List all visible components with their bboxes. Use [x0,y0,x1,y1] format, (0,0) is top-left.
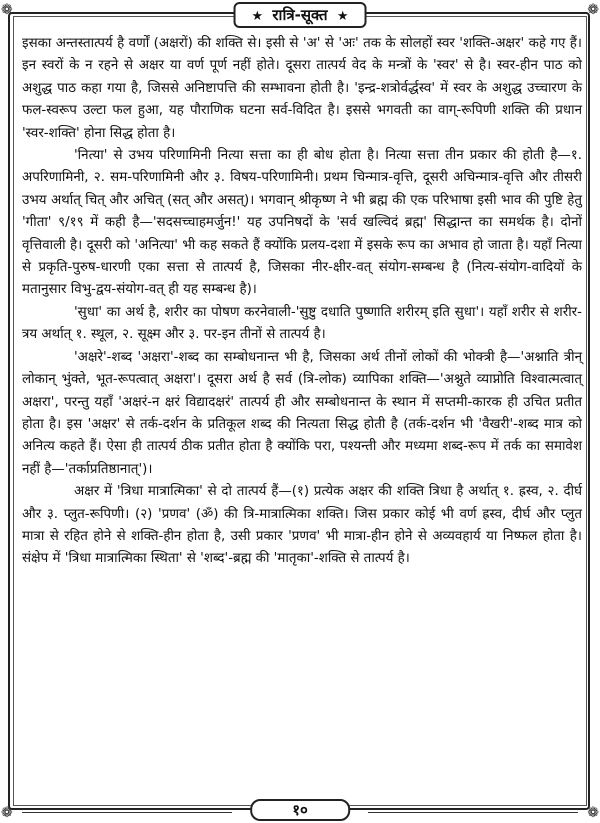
running-header [234,2,367,28]
paragraph-1: इसका अन्तस्तात्पर्य है वर्णों (अक्षरों) की शक्ति से। इसी से 'अ' से 'अः' तक के सोलहों स्वर 'शक्ति-अक्षर' कहे गए हैं। इन स्वरों के न रहने से अक्षर या वर्ण पूर्ण नहीं होते। दूसरा तात्पर्य वेद के मन्त्रों के 'स्वर' से है। स्वर-हीन पाठ को अशुद्ध पाठ कहा गया है, जिससे अनिष्टापत्ति की सम्भावना होती है। 'इन्द्र-शत्रोर्वर्द्धस्व' में स्वर के अशुद्ध उच्चारण के फल-स्वरूप उल्टा फल हुआ, यह पौराणिक घटना सर्व-विदित है। इससे भगवती का वाग्-रूपिणी शक्ति की प्रधान 'स्वर-शक्ति' होना सिद्ध होता है। [22,36,582,141]
paragraph-4: 'अक्षरे'-शब्द 'अक्षरा'-शब्द का सम्बोधनान्त भी है, जिसका अर्थ तीनों लोकों की भोक्त्री है—'अश्नाति त्रीन् लोकान् भुंक्ते, भूत-रूपत्वात् अक्षरा'। दूसरा अर्थ है सर्व (त्रि-लोक) व्यापिका शक्ति—'अश्नुते व्याप्नोति विश्वात्मत्वात् अक्षरा', परन्तु यहाँ 'अक्षरं-न क्षरं विद्यादक्षरं' तात्पर्य ही और सम्बोधनान्त के स्थान में सप्तमी-कारक ही उचित प्रतीत होता है। इस 'अक्षर' से तर्क-दर्शन के प्रतिकूल शब्द की नित्यता सिद्ध होती है (तर्क-दर्शन भी 'वैखरी'-शब्द मात्र को अनित्य कहते हैं। ऐसा ही तात्पर्य ठीक प्रतीत होता है क्योंकि परा, पश्यन्ती और मध्यमा शब्द-रूप में तर्क का समावेश नहीं है—'तर्काप्रतिष्ठानात्')। [22,349,582,477]
page-number: १० [250,799,350,821]
star-icon: ★ [336,9,349,24]
corner-ornament-icon: ❁ [587,2,599,18]
paragraph-2: 'नित्या' से उभय परिणामिनी नित्या सत्ता का ही बोध होता है। नित्या सत्ता तीन प्रकार की होती है—१. अपरिणामिनी, २. सम-परिणामिनी और ३. विषय-परिणामिनी। प्रथम चिन्मात्र-वृत्ति, दूसरी अचिन्मात्र-वृत्ति और तीसरी उभय अर्थात् चित् और अचित् (सत् और असत्)। भगवान् श्रीकृष्ण ने भी ब्रह्म की एक परिभाषा इसी भाव की पुष्टि हेतु 'गीता' ९/१९ में कही है—'सदसच्चाहमर्जुन!' यह उपनिषदों के 'सर्व खल्विदं ब्रह्म' सिद्धान्त का समर्थक है। दोनों वृत्तिवाली है। दूसरी को 'अनित्या' भी कह सकते हैं क्योंकि प्रलय-दशा में इसके रूप का अभाव हो जाता है। यहाँ नित्या से प्रकृति-पुरुष-धारणी एका सत्ता से तात्पर्य है, जिसका नीर-क्षीर-वत् संयोग-सम्बन्ध है (नित्य-संयोग-वादियों के मतानुसार विभु-द्वय-संयोग-वत् ही यह सम्बन्ध है)। [22,148,582,298]
paragraph-3: 'सुधा' का अर्थ है, शरीर का पोषण करनेवाली-'सुष्टु दधाति पुष्णाति शरीरम् इति सुधा'। यहाँ शरीर से शरीर-त्रय अर्थात् १. स्थूल, २. सूक्ष्म और ३. पर-इन तीनों से तात्पर्य है। [22,304,582,343]
corner-ornament-icon: ❁ [1,2,13,18]
star-icon: ★ [251,9,264,24]
footer-rule-left [22,812,232,813]
footer-rule-right [368,812,578,813]
corner-ornament-icon: ❁ [587,805,599,821]
body-text [22,33,582,571]
corner-ornament-icon: ❁ [1,805,13,821]
paragraph-5: अक्षर में 'त्रिधा मात्रात्मिका' से दो तात्पर्य हैं—(१) प्रत्येक अक्षर की शक्ति त्रिधा है अर्थात् १. ह्रस्व, २. दीर्घ और ३. प्लुत-रूपिणी। (२) 'प्रणव' (ॐ) की त्रि-मात्रात्मिका शक्ति। जिस प्रकार कोई भी वर्ण ह्रस्व, दीर्घ और प्लुत मात्रा से रहित होने से शक्ति-हीन होता है, उसी प्रकार 'प्रणव' भी मात्रा-हीन होने से अव्यवहार्य या निष्फल होता है। संक्षेप में 'त्रिधा मात्रात्मिका स्थिता' से 'शब्द'-ब्रह्म की 'मातृका'-शक्ति से तात्पर्य है। [22,484,582,567]
page-title: रात्रि-सूक्त [272,6,328,24]
